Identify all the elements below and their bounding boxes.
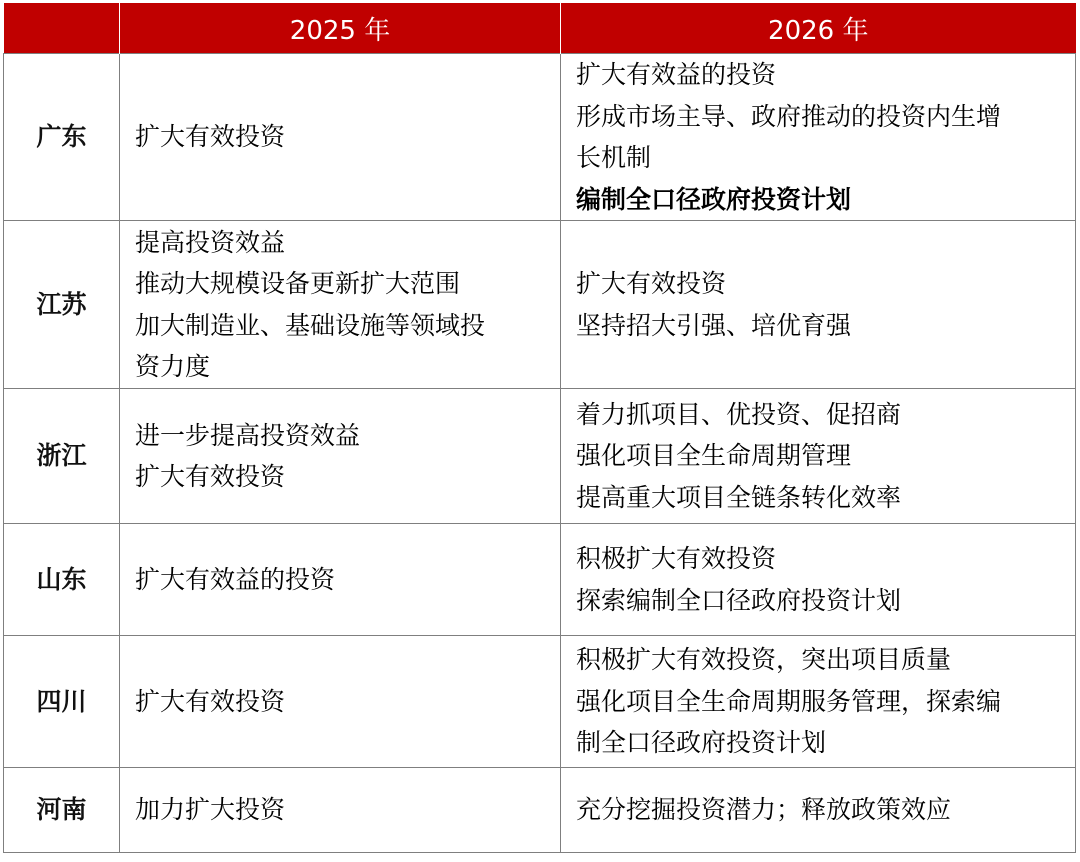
policy-2025-cell — [120, 636, 561, 768]
province-name: 浙江 — [4, 389, 120, 524]
policy-2026-line: 探索编制全口径政府投资计划 — [576, 585, 902, 615]
table-row — [4, 524, 1076, 636]
policy-2026-line: 提高重大项目全链条转化效率 — [576, 482, 902, 512]
province-name: 江苏 — [4, 221, 120, 389]
policy-2025-line: 加大制造业、基础设施等领域投 — [135, 310, 486, 340]
policy-2026-cell — [561, 221, 1076, 389]
policy-2026-line: 充分挖掘投资潜力；释放政策效应 — [576, 795, 952, 825]
table-row — [4, 389, 1076, 524]
header-2025: 2025 年 — [120, 3, 561, 54]
policy-2025-line: 推动大规模设备更新扩大范围 — [135, 269, 461, 298]
policy-2025-cell — [120, 221, 561, 389]
policy-2025-line: 扩大有效益的投资 — [135, 564, 336, 594]
policy-2025-line: 加力扩大投资 — [135, 795, 286, 825]
header-province — [4, 3, 120, 54]
policy-2025-cell — [120, 524, 561, 636]
policy-2025-line: 扩大有效投资 — [135, 686, 286, 716]
policy-2026-line: 制全口径政府投资计划 — [576, 728, 827, 758]
policy-2026-line: 积极扩大有效投资，突出项目质量 — [576, 645, 952, 675]
province-name: 河南 — [4, 768, 120, 853]
policy-2025-cell — [120, 389, 561, 524]
policy-2025-line: 提高投资效益 — [135, 227, 286, 257]
policy-2025-line: 扩大有效投资 — [135, 462, 286, 491]
policy-2025-line: 资力度 — [135, 352, 211, 381]
policy-2026-line: 着力抓项目、优投资、促招商 — [576, 399, 902, 429]
table-row — [4, 636, 1076, 768]
policy-2025-cell — [120, 768, 561, 853]
policy-2026-cell — [561, 389, 1076, 524]
policy-2026-cell — [561, 524, 1076, 636]
table-row — [4, 221, 1076, 389]
province-name: 广东 — [4, 54, 120, 221]
province-name: 四川 — [4, 636, 120, 768]
header-row — [4, 3, 1076, 54]
policy-2026-line: 强化项目全生命周期服务管理，探索编 — [576, 686, 1002, 716]
policy-2026-line: 扩大有效投资 — [576, 269, 727, 298]
policy-2026-line: 形成市场主导、政府推动的投资内生增 — [576, 101, 1002, 131]
policy-2026-line: 编制全口径政府投资计划 — [576, 184, 852, 214]
policy-2025-line: 扩大有效投资 — [135, 122, 286, 152]
policy-comparison-table — [3, 3, 1076, 853]
policy-2026-line: 扩大有效益的投资 — [576, 60, 777, 89]
header-2026: 2026 年 — [561, 3, 1076, 54]
policy-2026-cell — [561, 54, 1076, 221]
table-row — [4, 768, 1076, 853]
policy-2026-cell — [561, 768, 1076, 853]
policy-2026-line: 坚持招大引强、培优育强 — [576, 310, 852, 340]
table-row — [4, 54, 1076, 221]
policy-2025-cell — [120, 54, 561, 221]
policy-2025-line: 进一步提高投资效益 — [135, 420, 361, 450]
policy-2026-line: 强化项目全生命周期管理 — [576, 441, 852, 471]
province-name: 山东 — [4, 524, 120, 636]
policy-2026-line: 长机制 — [576, 143, 652, 172]
policy-2026-line: 积极扩大有效投资 — [576, 544, 777, 573]
policy-2026-cell — [561, 636, 1076, 768]
